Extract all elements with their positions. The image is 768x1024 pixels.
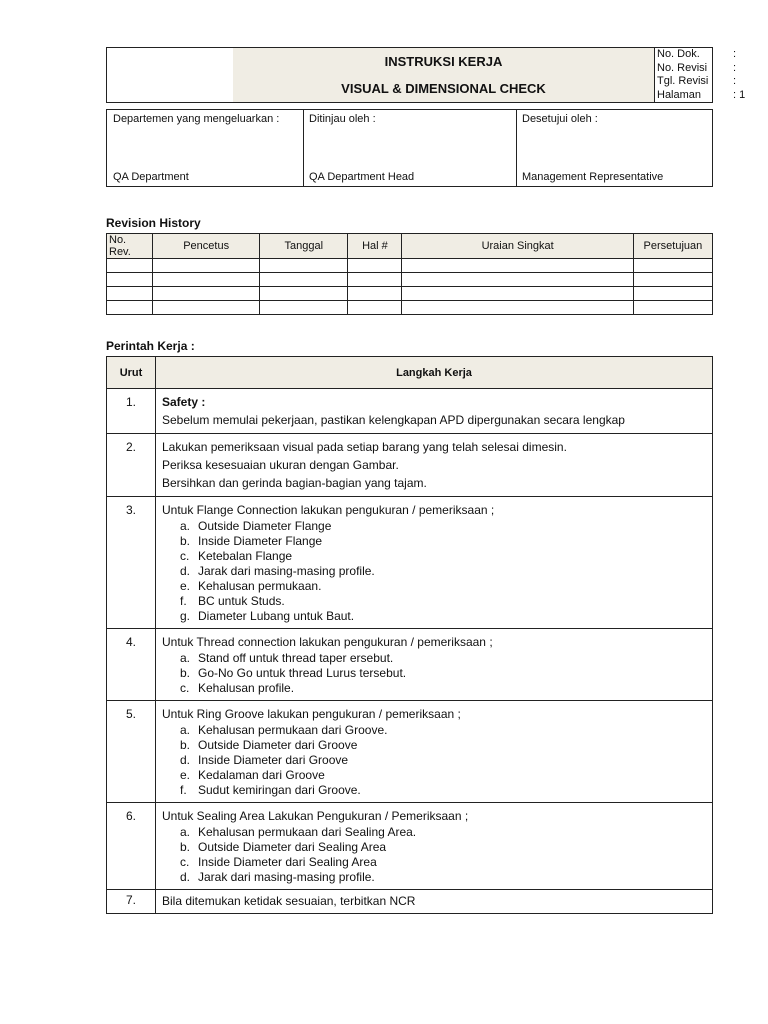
step-line: Bersihkan dan gerinda bagian-bagian yang tajam. — [162, 476, 427, 490]
meta-label: Tgl. Revisi — [657, 75, 709, 87]
meta-row — [655, 88, 746, 103]
sub-text: Jarak dari masing-masing profile. — [198, 564, 375, 578]
step-number: 7. — [107, 890, 156, 914]
sub-marker: c. — [180, 855, 190, 869]
step-sub-item — [162, 519, 706, 534]
sub-text: Outside Diameter Flange — [198, 519, 332, 533]
step-content — [156, 890, 713, 914]
step-sub-item — [162, 768, 706, 783]
revision-table — [106, 233, 713, 315]
doc-subject-title: VISUAL & DIMENSIONAL CHECK — [233, 75, 654, 102]
col-header: Hal # — [348, 234, 402, 259]
col-langkah: Langkah Kerja — [156, 357, 713, 389]
issued-value: QA Department — [113, 171, 189, 183]
sub-text: Kehalusan permukaan. — [198, 579, 322, 593]
step-sub-item — [162, 753, 706, 768]
logo-area — [107, 48, 234, 102]
revision-history-title: Revision History — [106, 216, 201, 230]
sub-text: Inside Diameter Flange — [198, 534, 323, 548]
step-sub-item — [162, 534, 706, 549]
meta-label: No. Revisi — [657, 61, 708, 74]
work-header-row — [107, 357, 713, 389]
sub-text: Outside Diameter dari Sealing Area — [198, 840, 387, 854]
meta-value: : — [733, 48, 737, 60]
col-header: No. Rev. — [107, 234, 153, 259]
step-sub-item — [162, 651, 706, 666]
meta-label: Halaman — [657, 88, 702, 101]
sub-marker: b. — [180, 534, 191, 548]
step-sub-item — [162, 564, 706, 579]
sub-text: Kehalusan permukaan dari Groove. — [198, 723, 388, 737]
step-row — [107, 434, 713, 497]
sub-text: Stand off untuk thread taper ersebut. — [198, 651, 394, 665]
step-content — [156, 434, 713, 497]
step-sub-item — [162, 609, 706, 624]
sub-text: Diameter Lubang untuk Baut. — [198, 609, 355, 623]
step-number: 5. — [107, 701, 156, 803]
sub-marker: g. — [180, 609, 191, 623]
meta-value: : 1 — [733, 88, 746, 101]
sub-marker: c. — [180, 549, 190, 563]
reviewed-by-cell — [303, 110, 517, 186]
step-row — [107, 890, 713, 914]
sub-marker: e. — [180, 579, 191, 593]
step-line: Bila ditemukan ketidak sesuaian, terbitkan NCR — [162, 894, 416, 908]
step-intro: Untuk Sealing Area Lakukan Pengukuran / Pemeriksaan ; — [162, 809, 469, 823]
sub-text: Inside Diameter dari Sealing Area — [198, 855, 377, 869]
step-sub-item — [162, 825, 706, 840]
step-line: Periksa kesesuaian ukuran dengan Gambar. — [162, 458, 399, 472]
step-content — [156, 803, 713, 890]
sub-marker: e. — [180, 768, 191, 782]
col-header: Persetujuan — [633, 234, 712, 259]
sub-marker: f. — [180, 594, 187, 608]
issued-by-cell — [107, 110, 304, 186]
step-intro: Untuk Thread connection lakukan pengukuran / pemeriksaan ; — [162, 635, 493, 649]
work-instructions-title: Perintah Kerja : — [106, 339, 195, 353]
col-header: Uraian Singkat — [402, 234, 633, 259]
sub-text: Sudut kemiringan dari Groove. — [198, 783, 361, 797]
step-sub-item — [162, 783, 706, 798]
step-sub-item — [162, 681, 706, 696]
sub-marker: a. — [180, 519, 191, 533]
revision-row — [107, 259, 713, 273]
step-number: 3. — [107, 497, 156, 629]
doc-meta — [654, 48, 746, 102]
revision-header-row — [107, 234, 713, 259]
step-line: Lakukan pemeriksaan visual pada setiap barang yang telah selesai dimesin. — [162, 440, 567, 454]
step-row — [107, 497, 713, 629]
meta-value: : — [733, 75, 737, 87]
step-sub-item — [162, 666, 706, 681]
sub-marker: b. — [180, 666, 191, 680]
meta-row — [655, 48, 737, 62]
step-intro: Untuk Ring Groove lakukan pengukuran / pemeriksaan ; — [162, 707, 461, 721]
step-sub-item — [162, 855, 706, 870]
col-header: Tanggal — [260, 234, 348, 259]
sub-marker: f. — [180, 783, 187, 797]
approved-value: Management Representative — [522, 171, 664, 183]
sub-marker: d. — [180, 753, 191, 767]
approval-block — [106, 109, 713, 187]
approved-by-cell — [516, 110, 712, 186]
sub-text: Ketebalan Flange — [198, 549, 293, 563]
col-header: Pencetus — [153, 234, 260, 259]
step-number: 6. — [107, 803, 156, 890]
approved-label: Desetujui oleh : — [522, 113, 598, 125]
issued-label: Departemen yang mengeluarkan : — [113, 113, 280, 125]
step-sub-item — [162, 870, 706, 885]
step-sub-item — [162, 579, 706, 594]
step-content — [156, 497, 713, 629]
sub-text: Kedalaman dari Groove — [198, 768, 325, 782]
work-steps-table — [106, 356, 713, 914]
step-line: Sebelum memulai pekerjaan, pastikan kelengkapan APD dipergunakan secara lengkap — [162, 413, 625, 427]
step-content — [156, 629, 713, 701]
step-row — [107, 629, 713, 701]
step-sub-item — [162, 723, 706, 738]
step-sub-item — [162, 594, 706, 609]
meta-row — [655, 61, 737, 76]
sub-marker: b. — [180, 738, 191, 752]
revision-row — [107, 287, 713, 301]
step-line: Safety : — [162, 395, 206, 409]
step-number: 1. — [107, 389, 156, 434]
sub-marker: a. — [180, 723, 191, 737]
reviewed-value: QA Department Head — [309, 171, 415, 183]
meta-row — [655, 75, 737, 89]
step-sub-item — [162, 840, 706, 855]
sub-marker: d. — [180, 564, 191, 578]
doc-type-title: INSTRUKSI KERJA — [233, 48, 654, 76]
reviewed-label: Ditinjau oleh : — [309, 113, 376, 125]
revision-row — [107, 301, 713, 315]
sub-marker: c. — [180, 681, 190, 695]
sub-text: Inside Diameter dari Groove — [198, 753, 349, 767]
sub-text: BC untuk Studs. — [198, 594, 285, 608]
col-urut: Urut — [107, 357, 156, 389]
revision-row — [107, 273, 713, 287]
step-content — [156, 701, 713, 803]
step-sub-item — [162, 738, 706, 753]
step-row — [107, 389, 713, 434]
meta-label: No. Dok. — [657, 48, 700, 60]
meta-value: : — [733, 61, 737, 74]
sub-text: Jarak dari masing-masing profile. — [198, 870, 375, 884]
sub-text: Kehalusan profile. — [198, 681, 295, 695]
step-content — [156, 389, 713, 434]
step-number: 4. — [107, 629, 156, 701]
step-intro: Untuk Flange Connection lakukan pengukuran / pemeriksaan ; — [162, 503, 495, 517]
sub-text: Outside Diameter dari Groove — [198, 738, 358, 752]
sub-marker: d. — [180, 870, 191, 884]
step-sub-item — [162, 549, 706, 564]
sub-marker: a. — [180, 825, 191, 839]
sub-text: Kehalusan permukaan dari Sealing Area. — [198, 825, 417, 839]
sub-marker: b. — [180, 840, 191, 854]
step-row — [107, 701, 713, 803]
step-row — [107, 803, 713, 890]
sub-marker: a. — [180, 651, 191, 665]
step-number: 2. — [107, 434, 156, 497]
sub-text: Go-No Go untuk thread Lurus tersebut. — [198, 666, 407, 680]
document-header — [106, 47, 746, 103]
